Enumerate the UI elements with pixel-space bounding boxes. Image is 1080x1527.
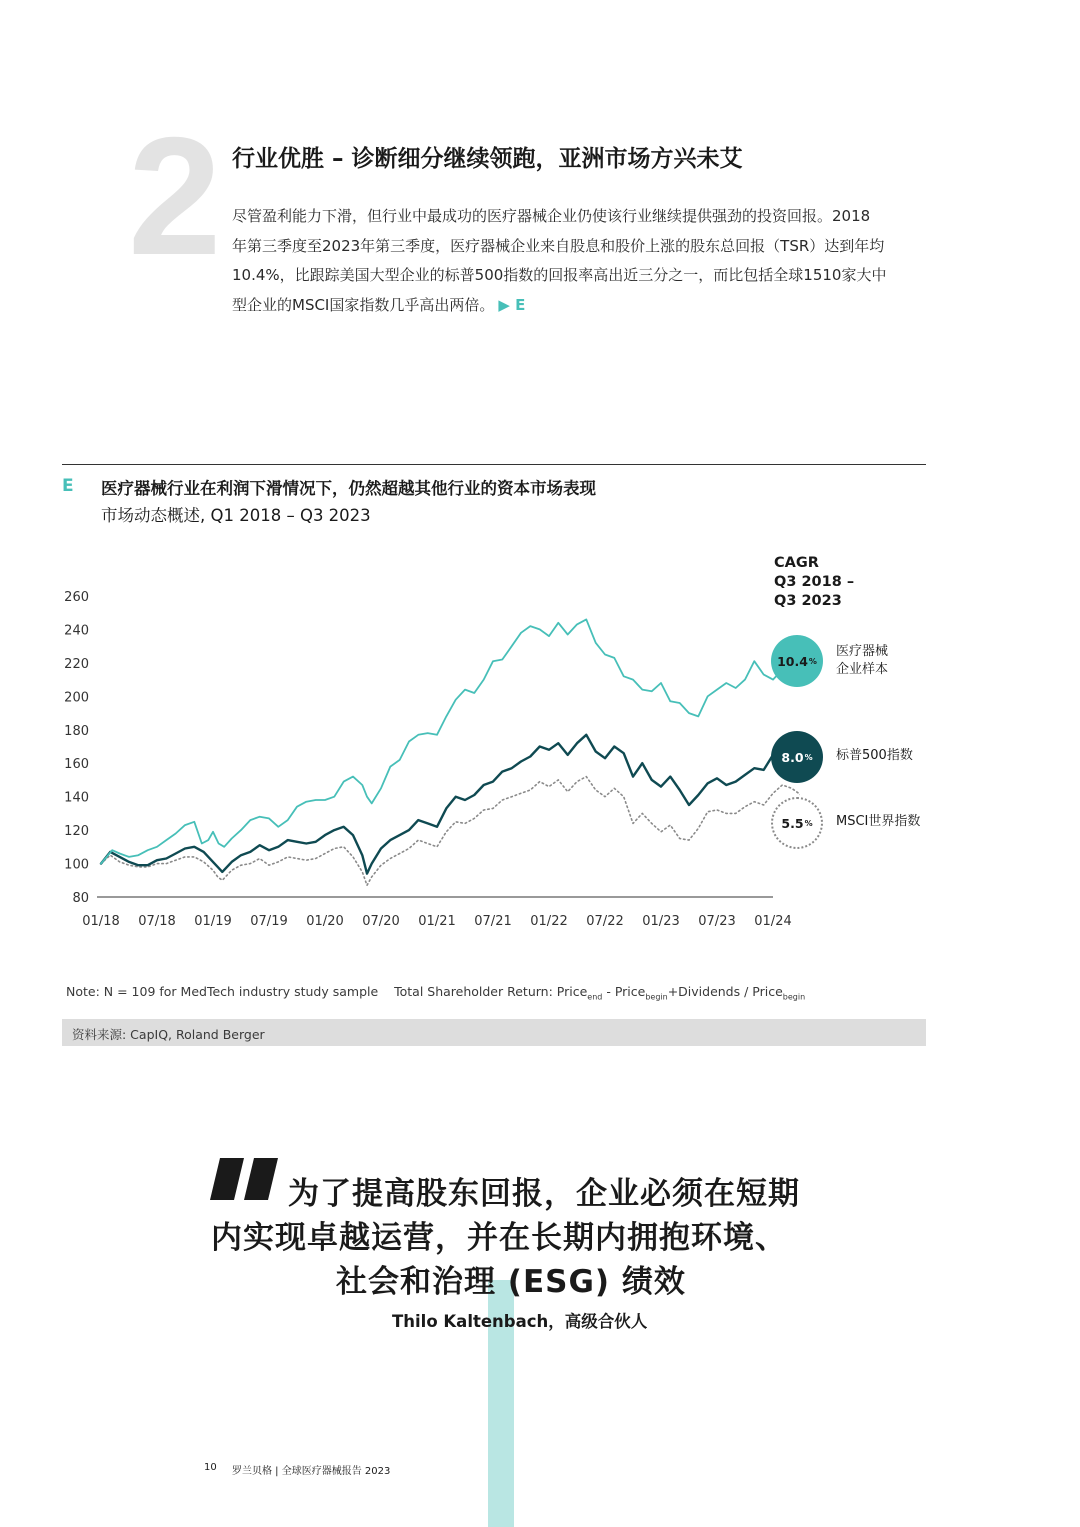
legend-cagr-msci: 5.5 % — [771, 797, 823, 849]
paragraph-line — [232, 291, 932, 321]
x-tick-label: 07/18 — [138, 914, 176, 929]
note-prefix: Note: N = 109 for MedTech industry study sample — [66, 984, 379, 999]
x-tick-label: 07/19 — [250, 914, 288, 929]
cagr-value: 5.5 — [781, 815, 804, 831]
x-tick-label: 01/21 — [418, 914, 456, 929]
cagr-value: 8.0 — [781, 749, 804, 765]
section-paragraph — [232, 202, 932, 320]
quote-line-3: 社会和治理 (ESG) 绩效 — [336, 1264, 686, 1300]
exhibit-title: 医疗器械行业在利润下滑情况下，仍然超越其他行业的资本市场表现 — [101, 479, 596, 498]
paragraph-line: 10.4%，比跟踪美国大型企业的标普500指数的回报率高出近三分之一，而比包括全球1510家大中 — [232, 266, 887, 284]
paragraph-line: 尽管盈利能力下滑，但行业中最成功的医疗器械企业仍使该行业继续提供强劲的投资回报。2018 — [232, 207, 871, 225]
y-tick-label: 180 — [64, 723, 89, 739]
chart-note — [66, 984, 805, 1002]
legend-label-line: 医疗器械 — [836, 644, 889, 659]
series-line-sp500 — [101, 735, 800, 874]
exhibit-letter: E — [62, 476, 74, 496]
legend-cagr-medtech: 10.4 % — [771, 635, 823, 687]
note-sub: begin — [782, 992, 806, 1002]
legend-header-line: Q3 2018 – — [774, 574, 855, 590]
x-axis-ticks — [82, 914, 791, 929]
quote-line-2: 内实现卓越运营，并在长期内拥抱环境、 — [211, 1220, 787, 1256]
x-tick-label: 01/24 — [754, 914, 792, 929]
legend-label-line: MSCI世界指数 — [836, 814, 921, 829]
legend-label-sp500 — [836, 747, 913, 765]
cagr-value: 10.4 — [777, 653, 808, 669]
footer-publication: 罗兰贝格 | 全球医疗器械报告 2023 — [232, 1466, 391, 1477]
y-tick-label: 80 — [72, 891, 89, 906]
exhibit-divider — [62, 464, 926, 465]
x-tick-label: 07/21 — [474, 914, 512, 929]
note-minus: - Price — [602, 984, 646, 999]
y-axis-ticks — [64, 590, 89, 906]
section-number: 2 — [128, 102, 222, 290]
legend-label-line: 标普500指数 — [836, 748, 913, 763]
quote-line-1: 为了提高股东回报，企业必须在短期 — [288, 1176, 800, 1212]
y-tick-label: 140 — [64, 790, 89, 806]
x-tick-label: 01/18 — [82, 914, 120, 929]
legend-label-line: 企业样本 — [836, 662, 889, 677]
note-sub: begin — [645, 992, 668, 1002]
tsr-line-chart — [0, 540, 800, 940]
y-tick-label: 160 — [64, 757, 89, 773]
page-number: 10 — [204, 1462, 217, 1473]
x-tick-label: 01/23 — [642, 914, 680, 929]
x-tick-label: 01/20 — [306, 914, 344, 929]
legend-header-line: CAGR — [774, 555, 819, 571]
legend-cagr-header — [774, 554, 854, 611]
paragraph-line-text: 型企业的MSCI国家指数几乎高出两倍。 — [232, 295, 495, 314]
paragraph-line: 年第三季度至2023年第三季度，医疗器械企业来自股息和股价上涨的股东总回报（TSR）达到年均 — [232, 236, 885, 255]
section-title: 行业优胜 – 诊断细分继续领跑，亚洲市场方兴未艾 — [232, 146, 743, 172]
source-text: 资料来源: CapIQ, Roland Berger — [72, 1027, 265, 1042]
note-plus: +Dividends / Price — [667, 984, 783, 999]
legend-cagr-sp500: 8.0 % — [771, 731, 823, 783]
legend-label-msci — [836, 813, 920, 831]
y-tick-label: 120 — [64, 824, 89, 840]
y-tick-label: 100 — [64, 857, 89, 873]
note-tsr: Total Shareholder Return: Price — [394, 984, 588, 999]
x-tick-label: 01/22 — [530, 914, 568, 929]
x-tick-label: 07/22 — [586, 914, 624, 929]
x-tick-label: 07/20 — [362, 914, 400, 929]
quote-author: Thilo Kaltenbach，高级合伙人 — [392, 1312, 648, 1331]
y-tick-label: 260 — [64, 590, 89, 605]
y-tick-label: 240 — [64, 623, 89, 639]
series-lines — [101, 619, 800, 885]
exhibit-subtitle: 市场动态概述, Q1 2018 – Q3 2023 — [101, 506, 371, 525]
series-line-msci — [101, 777, 800, 886]
note-sub: end — [587, 992, 603, 1002]
x-tick-label: 01/19 — [194, 914, 232, 929]
legend-label-medtech — [836, 643, 888, 679]
x-tick-label: 07/23 — [698, 914, 736, 929]
legend-header-line: Q3 2023 — [774, 593, 842, 609]
y-tick-label: 200 — [64, 690, 89, 706]
quote-marks-icon — [210, 1158, 278, 1202]
exhibit-reference-link[interactable]: ▶ E — [498, 295, 526, 314]
y-tick-label: 220 — [64, 656, 89, 672]
